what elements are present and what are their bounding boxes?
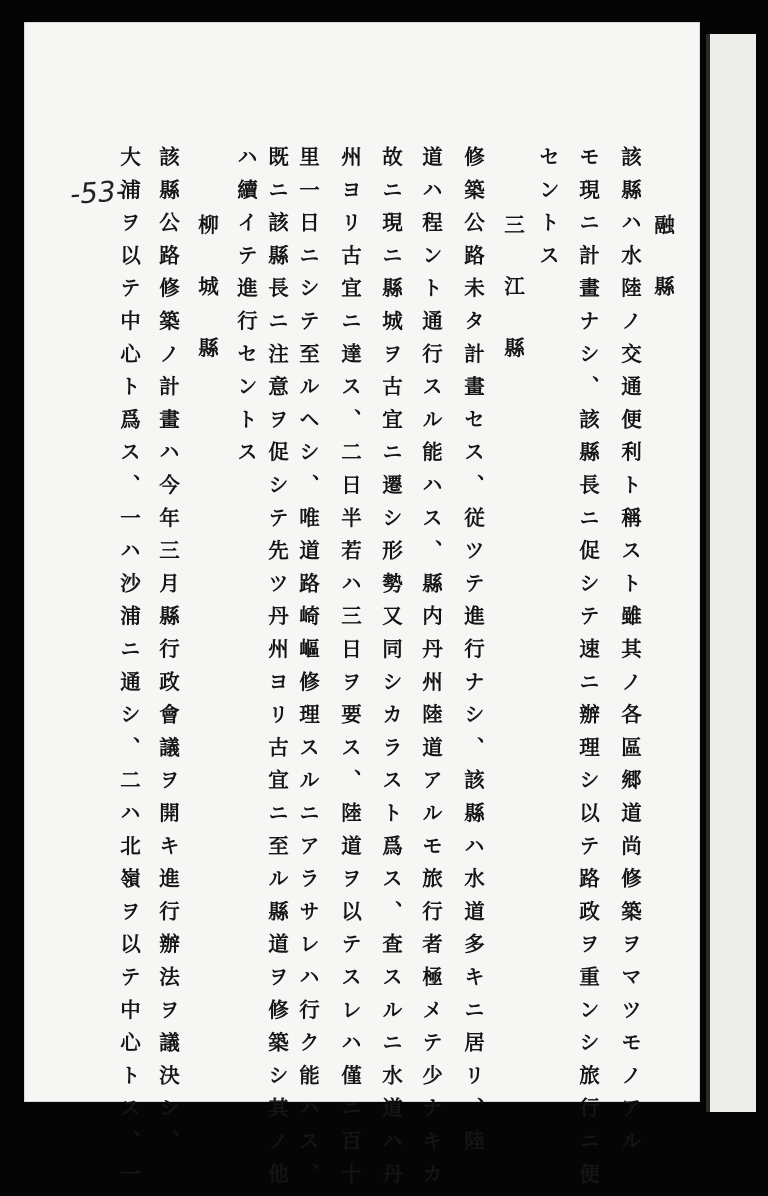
text-column-9: 既ニ該縣長ニ注意ヲ促シテ先ツ丹州ヨリ古宜ニ至ル縣道ヲ修築シ其ノ他 (264, 146, 289, 1196)
text-column-8: 里一日ニシテ至ルヘシ、唯道路崎嶇修理スルニアラサレハ行ク能ハス、 (295, 146, 320, 1196)
page-number: -53- (68, 174, 127, 211)
text-column-4: 修築公路未タ計畫セス、従ツテ進行ナシ、該縣ハ水道多キニ居リ、陸 (460, 146, 485, 1163)
text-column-11: 該縣公路修築ノ計畫ハ今年三月縣行政會議ヲ開キ進行辦法ヲ議決シ、 (155, 146, 180, 1163)
text-column-12: 大浦ヲ以テ中心ト爲ス、一ハ沙浦ニ通シ、二ハ北嶺ヲ以テ中心トス、一 (116, 146, 141, 1196)
text-column-1: 該縣ハ水陸ノ交通便利ト稱スト雖其ノ各區郷道尚修築ヲマツモノアル (617, 146, 642, 1163)
text-column-10: ハ續イテ進行セントス (233, 146, 258, 474)
text-column-3: セントス (535, 146, 560, 278)
adjacent-page-edge (706, 34, 756, 1112)
heading-rong-county: 融 縣 (650, 214, 675, 296)
text-column-5: 道ハ程ント通行スル能ハス、縣内丹州陸道アルモ旅行者極メテ少ナキカ (418, 146, 443, 1196)
text-column-6: 故ニ現ニ縣城ヲ古宜ニ遷シ形勢又同シカラスト爲ス、査スルニ水道ハ丹 (378, 146, 403, 1196)
text-column-7: 州ヨリ古宜ニ達ス、二日半若ハ三日ヲ要ス、陸道ヲ以テスレハ僅ニ百十 (337, 146, 362, 1196)
heading-sanjiang-county: 三 江 縣 (500, 214, 525, 358)
text-column-2: モ現ニ計畫ナシ、該縣長ニ促シテ速ニ辦理シ以テ路政ヲ重ンシ旅行ニ便 (575, 146, 600, 1196)
heading-liucheng-county: 柳 城 縣 (194, 214, 219, 358)
